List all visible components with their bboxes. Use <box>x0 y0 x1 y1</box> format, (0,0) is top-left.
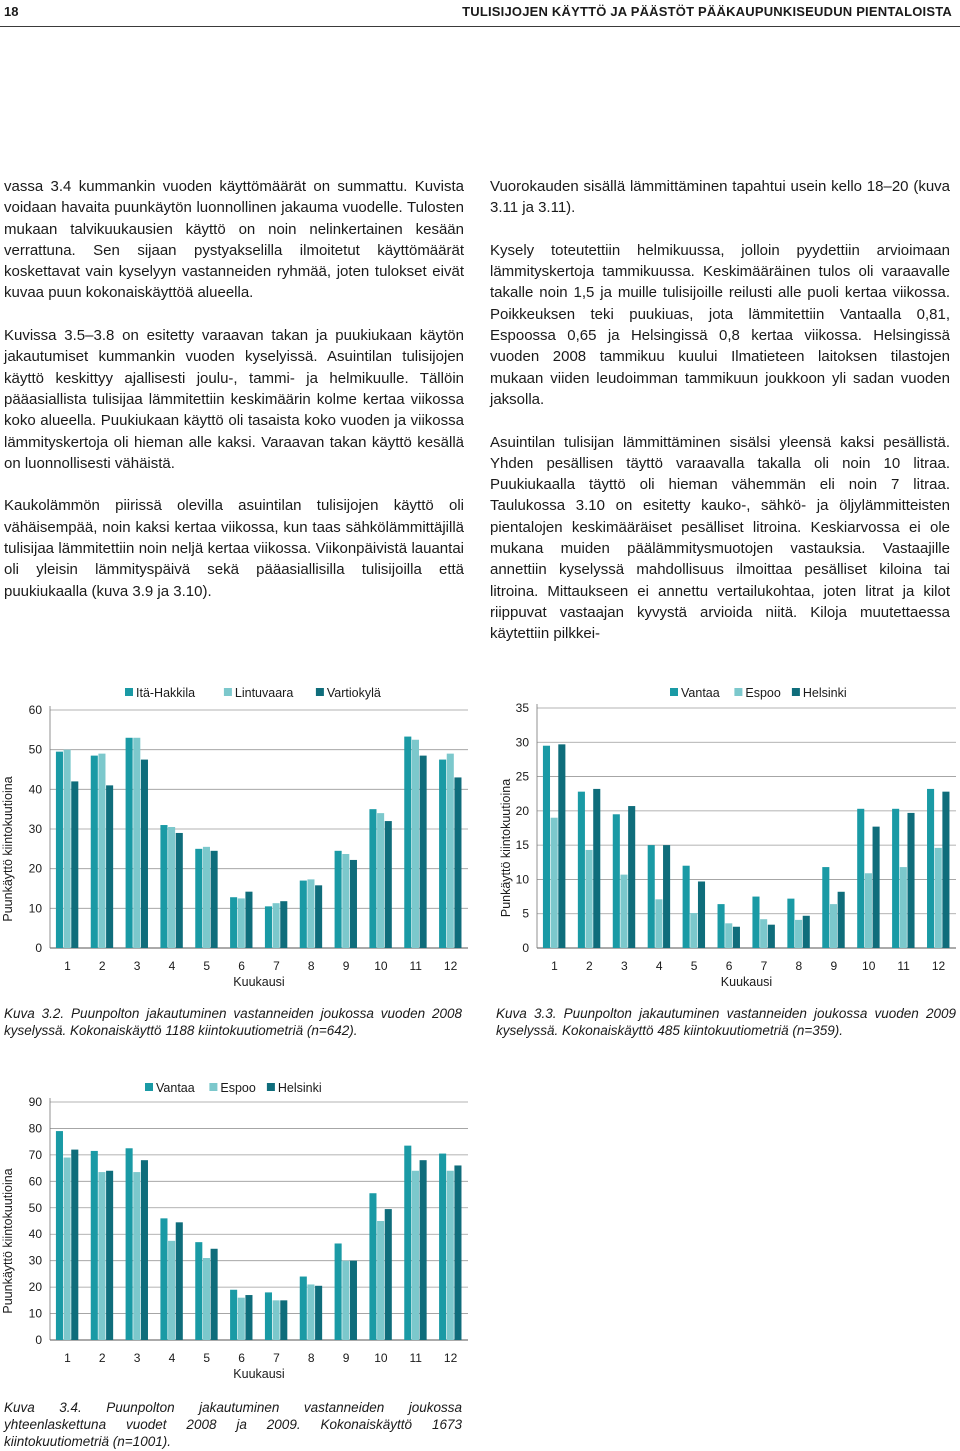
y-tick-label: 20 <box>28 1280 42 1295</box>
bar-vantaa-1 <box>543 746 550 948</box>
legend-swatch <box>267 1083 275 1091</box>
bar-espoo-10 <box>377 1221 384 1340</box>
bar-vantaa-5 <box>683 866 690 948</box>
paragraph: Kuvissa 3.5–3.8 on esitetty varaavan takan ja puukiukaan käytön jakautumiset kummankin vuoden kyselyissä. Asuintilan tulisijojen käyttö keskittyy ajallisesti joulu-, tammi- ja helmikuulle. Tällöin pääasiallista tulisijaa lämmitettiin keskimäärin kolme kertaa viikossa koko alueella. Puukiukaan käyttö oli tasaista koko vuoden ja viikossa lämmityskertoja oli hieman alle kaksi. Varaavan takan käyttö kesällä on luonnollisesti vähäistä. <box>4 327 464 472</box>
y-tick-label: 90 <box>28 1095 42 1109</box>
paragraph: Vuorokauden sisällä lämmittäminen tapahtui usein kello 18–20 (kuva 3.11 ja 3.11). <box>490 178 950 217</box>
bar-vartiokyl--11 <box>420 756 427 948</box>
bar-helsinki-8 <box>803 916 810 948</box>
x-tick-label: 5 <box>203 959 211 973</box>
bar-helsinki-12 <box>942 792 949 948</box>
paragraph: vassa 3.4 kummankin vuoden käyttömäärät on summattu. Kuvista voidaan havaita puunkäytön luonnollinen jakauma vuodelle. Tulosten mukaan talvikuukausien käyttö on noin nelinkertainen kesään verrattuna. Sen sijaan pystyakselilla ilmoitetut käyttömäärät koskettavat vain kyselyyn vastanneiden ryhmää, joten tulokset eivät kuvaa puun kokonaiskäyttöä alueella. <box>4 178 464 302</box>
y-tick-label: 40 <box>28 782 42 797</box>
x-tick-label: 4 <box>655 959 663 973</box>
x-tick-label: 6 <box>725 959 733 973</box>
x-axis-label: Kuukausi <box>233 1367 285 1381</box>
bar-it-hakkila-8 <box>300 881 307 948</box>
bar-vantaa-9 <box>335 1243 342 1340</box>
y-tick-label: 30 <box>515 735 529 750</box>
x-tick-label: 11 <box>897 959 910 973</box>
chart-fig-3-2 <box>0 680 470 1000</box>
legend-swatch <box>792 688 800 696</box>
bar-helsinki-11 <box>420 1160 427 1340</box>
bar-espoo-5 <box>690 913 697 948</box>
bar-vartiokyl--2 <box>106 785 113 948</box>
bar-helsinki-10 <box>873 827 880 948</box>
bar-vartiokyl--8 <box>315 885 322 948</box>
bar-helsinki-4 <box>176 1222 183 1340</box>
bar-vantaa-12 <box>439 1154 446 1340</box>
x-tick-label: 10 <box>374 1351 388 1365</box>
y-axis-label: Puunkäyttö kiintokuutioina <box>1 1168 15 1314</box>
x-tick-label: 2 <box>586 959 593 973</box>
x-tick-label: 9 <box>342 1351 350 1365</box>
bar-vantaa-7 <box>752 897 759 948</box>
x-tick-label: 1 <box>64 959 71 973</box>
bar-espoo-1 <box>64 1158 71 1340</box>
bar-helsinki-3 <box>141 1160 148 1340</box>
bar-lintuvaara-3 <box>133 738 140 948</box>
x-tick-label: 10 <box>374 959 388 973</box>
bar-vantaa-11 <box>404 1146 411 1340</box>
x-tick-label: 3 <box>133 1351 141 1365</box>
x-axis-label: Kuukausi <box>720 975 773 989</box>
bar-helsinki-7 <box>280 1300 287 1340</box>
bar-vantaa-5 <box>195 1242 202 1340</box>
bar-lintuvaara-4 <box>168 827 175 948</box>
bar-espoo-1 <box>551 818 558 948</box>
bar-helsinki-5 <box>698 881 705 948</box>
bar-espoo-3 <box>133 1172 140 1340</box>
running-title: TULISIJOJEN KÄYTTÖ JA PÄÄSTÖT PÄÄKAUPUNKISEUDUN PIENTALOISTA <box>462 4 952 19</box>
legend-swatch <box>670 688 678 696</box>
bar-vantaa-3 <box>126 1148 133 1340</box>
bar-it-hakkila-5 <box>195 849 202 948</box>
bar-espoo-2 <box>586 850 593 948</box>
bar-vartiokyl--1 <box>71 781 78 948</box>
paragraph: Kysely toteutettiin helmikuussa, jolloin pyydettiin arvioimaan lämmityskertoja tammikuussa. Keskimääräinen tulos oli varaavalle takalle noin 1,5 ja muille tulisijoille reilusti alle puoli kertaa viikossa. Poikkeuksen teki puukiuas, jota lämmitettiin Vantaalla 0,81, Espoossa 0,65 ja Helsingissä 0,8 kertaa viikossa. Helsingissä vuoden 2008 tammikuu kuului Ilmatieteen laitoksen tilastojen mukaan viiden leudoimman tammikuun joukkoon yli sadan vuoden jaksolla. <box>490 241 950 408</box>
x-tick-label: 6 <box>238 1351 245 1365</box>
bar-it-hakkila-9 <box>335 851 342 948</box>
bar-espoo-10 <box>865 873 872 948</box>
legend-label: Espoo <box>220 1081 256 1095</box>
bar-vantaa-10 <box>369 1193 376 1340</box>
bar-espoo-6 <box>238 1298 245 1340</box>
x-tick-label: 1 <box>64 1351 71 1365</box>
x-tick-label: 2 <box>98 959 106 973</box>
bar-vartiokyl--9 <box>350 860 357 948</box>
bar-espoo-2 <box>98 1172 105 1340</box>
y-tick-label: 10 <box>515 872 529 887</box>
page-number: 18 <box>4 4 19 19</box>
y-tick-label: 0 <box>522 941 529 955</box>
bar-helsinki-4 <box>663 845 670 948</box>
bar-helsinki-5 <box>211 1249 218 1340</box>
x-tick-label: 4 <box>168 1351 176 1365</box>
bar-espoo-3 <box>620 875 627 948</box>
left-text-column <box>4 176 464 623</box>
y-tick-label: 0 <box>35 941 42 955</box>
chart-fig-3-3 <box>490 680 960 1000</box>
bar-vantaa-2 <box>578 792 585 948</box>
bar-it-hakkila-4 <box>160 825 167 948</box>
legend-label: Vantaa <box>681 686 720 700</box>
legend-swatch <box>224 688 232 696</box>
x-tick-label: 12 <box>443 1351 458 1365</box>
y-tick-label: 60 <box>28 1174 42 1189</box>
bar-espoo-9 <box>342 1261 349 1340</box>
bar-espoo-9 <box>830 904 837 948</box>
bar-lintuvaara-12 <box>447 754 454 948</box>
bar-it-hakkila-6 <box>230 897 237 948</box>
running-header <box>0 0 960 27</box>
bar-lintuvaara-8 <box>307 879 314 948</box>
caption-fig-3-3: Kuva 3.3. Puunpolton jakautuminen vastanneiden joukossa vuoden 2009 kyselyssä. Kokonaiskäyttö 485 kiintokuutiometriä (n=359). <box>496 1006 956 1038</box>
bar-helsinki-12 <box>454 1165 461 1340</box>
y-tick-label: 40 <box>28 1227 42 1242</box>
bar-it-hakkila-11 <box>404 737 411 948</box>
y-tick-label: 5 <box>522 906 529 921</box>
bar-lintuvaara-7 <box>273 903 280 948</box>
x-tick-label: 4 <box>168 959 176 973</box>
legend-swatch <box>316 688 324 696</box>
bar-vartiokyl--5 <box>211 851 218 948</box>
bar-lintuvaara-5 <box>203 847 210 948</box>
bar-vartiokyl--12 <box>454 777 461 948</box>
x-tick-label: 2 <box>98 1351 106 1365</box>
caption-fig-3-4: Kuva 3.4. Puunpolton jakautuminen vastanneiden joukossa yhteenlaskettuna vuodet 2008 ja 2009. Kokonaiskäyttö 1673 kiintokuutiometriä (n=1001). <box>4 1400 462 1449</box>
y-tick-label: 50 <box>28 742 42 757</box>
bar-vartiokyl--3 <box>141 760 148 948</box>
caption-fig-3-2: Kuva 3.2. Puunpolton jakautuminen vastanneiden joukossa vuoden 2008 kyselyssä. Kokonaiskäyttö 1188 kiintokuutiometriä (n=642). <box>4 1006 462 1038</box>
bar-vantaa-8 <box>300 1277 307 1340</box>
y-axis-label: Punkäyttö kiintokuutioina <box>499 778 513 918</box>
bar-lintuvaara-1 <box>64 750 71 948</box>
bar-lintuvaara-10 <box>377 813 384 948</box>
paragraph: Asuintilan tulisijan lämmittäminen sisälsi yleensä kaksi pesällistä. Yhden pesällisen täyttö varaavalla takalla oli noin 10 litraa. Puukiukaalla täyttö oli hieman vähemmän eli noin 7 litraa. Taulukossa 3.10 on esitetty kauko-, sähkö- ja öljylämmitteisten pientalojen keskimääräiset pesälliset litroina. Keskiarvossa ei ole mukana muiden päälämmitysmuotojen vastauksia. Vastaajille annettiin kyselyssä mahdollisuus ilmoittaa pesälliset kiloina tai litroina. Mittaukseen ei annettu vertailukohtaa, joten litrat ja kilot riippuvat vastaajan kyvystä arvioida niitä. Kiloja muutettaessa käytettiin pilkkei- <box>490 433 950 643</box>
legend-label: Lintuvaara <box>234 686 294 700</box>
bar-it-hakkila-1 <box>56 752 63 948</box>
bar-espoo-12 <box>447 1171 454 1340</box>
bar-vartiokyl--10 <box>385 821 392 948</box>
x-tick-label: 5 <box>203 1351 211 1365</box>
x-tick-label: 8 <box>307 1351 315 1365</box>
y-axis-label: Puunkäyttö kiintokuutioina <box>1 776 15 922</box>
y-tick-label: 30 <box>28 1253 42 1268</box>
bar-vantaa-10 <box>857 809 864 948</box>
bar-helsinki-2 <box>593 789 600 948</box>
y-tick-label: 70 <box>28 1147 42 1162</box>
bar-espoo-7 <box>760 919 767 948</box>
legend-swatch <box>125 688 133 696</box>
x-tick-label: 7 <box>273 1351 280 1365</box>
bar-vantaa-2 <box>91 1151 98 1340</box>
x-tick-label: 1 <box>551 959 558 973</box>
x-tick-label: 6 <box>238 959 245 973</box>
bar-vantaa-9 <box>822 867 829 948</box>
x-tick-label: 12 <box>931 959 946 973</box>
bar-espoo-8 <box>307 1284 314 1340</box>
bar-helsinki-10 <box>385 1209 392 1340</box>
bar-lintuvaara-9 <box>342 854 349 948</box>
bar-lintuvaara-6 <box>238 898 245 948</box>
bar-it-hakkila-7 <box>265 906 272 948</box>
bar-helsinki-7 <box>768 925 775 948</box>
x-axis-label: Kuukausi <box>233 975 285 989</box>
y-tick-label: 30 <box>28 822 42 836</box>
bar-it-hakkila-10 <box>369 809 376 948</box>
x-tick-label: 8 <box>795 959 803 973</box>
bar-vartiokyl--4 <box>176 833 183 948</box>
x-tick-label: 3 <box>133 959 141 973</box>
x-tick-label: 11 <box>409 1351 422 1365</box>
bar-helsinki-3 <box>628 806 635 948</box>
y-tick-label: 25 <box>515 769 529 784</box>
bar-it-hakkila-12 <box>439 760 446 948</box>
x-tick-label: 9 <box>342 959 350 973</box>
y-tick-label: 35 <box>515 701 529 715</box>
x-tick-label: 8 <box>307 959 315 973</box>
bar-vantaa-8 <box>787 899 794 948</box>
x-tick-label: 11 <box>409 959 422 973</box>
y-tick-label: 15 <box>515 838 529 853</box>
right-text-column <box>490 176 950 666</box>
chart-fig-3-4 <box>0 1075 470 1395</box>
legend-swatch <box>734 688 742 696</box>
bar-espoo-12 <box>935 848 942 948</box>
bar-espoo-11 <box>412 1171 419 1340</box>
legend-swatch <box>209 1083 217 1091</box>
bar-helsinki-1 <box>71 1150 78 1340</box>
bar-espoo-6 <box>725 923 732 948</box>
bar-helsinki-6 <box>733 927 740 948</box>
y-tick-label: 10 <box>28 1306 42 1321</box>
bar-vartiokyl--6 <box>245 892 252 948</box>
bar-vantaa-4 <box>160 1218 167 1340</box>
y-tick-label: 20 <box>515 803 529 818</box>
x-tick-label: 7 <box>273 959 280 973</box>
bar-vartiokyl--7 <box>280 901 287 948</box>
bar-vantaa-12 <box>927 789 934 948</box>
bar-espoo-8 <box>795 920 802 948</box>
y-tick-label: 10 <box>28 901 42 916</box>
legend-label: Helsinki <box>277 1081 322 1095</box>
bar-helsinki-2 <box>106 1171 113 1340</box>
bar-vantaa-11 <box>892 809 899 948</box>
legend-label: Itä-Hakkila <box>136 686 196 700</box>
bar-espoo-4 <box>655 899 662 948</box>
bar-lintuvaara-2 <box>98 754 105 948</box>
bar-vantaa-4 <box>648 845 655 948</box>
bar-vantaa-3 <box>613 814 620 948</box>
bar-it-hakkila-3 <box>126 738 133 948</box>
y-tick-label: 80 <box>28 1121 42 1136</box>
x-tick-label: 12 <box>443 959 458 973</box>
bar-vantaa-1 <box>56 1131 63 1340</box>
bar-vantaa-6 <box>230 1290 237 1340</box>
y-tick-label: 0 <box>35 1333 42 1347</box>
bar-vantaa-7 <box>265 1292 272 1340</box>
y-tick-label: 60 <box>28 703 42 717</box>
legend-label: Helsinki <box>802 686 847 700</box>
y-tick-label: 50 <box>28 1200 42 1215</box>
legend-label: Espoo <box>745 686 781 700</box>
bar-helsinki-1 <box>558 744 565 948</box>
x-tick-label: 3 <box>620 959 628 973</box>
y-tick-label: 20 <box>28 861 42 876</box>
x-tick-label: 7 <box>760 959 768 973</box>
bar-lintuvaara-11 <box>412 740 419 948</box>
bar-helsinki-11 <box>907 813 914 948</box>
bar-espoo-5 <box>203 1258 210 1340</box>
bar-it-hakkila-2 <box>91 756 98 948</box>
x-tick-label: 5 <box>690 959 698 973</box>
bar-espoo-4 <box>168 1241 175 1340</box>
paragraph: Kaukolämmön piirissä olevilla asuintilan tulisijojen käyttö oli vähäisempää, noin kaksi kertaa viikossa, kun taas sähkölämmittäjillä tulisijaa lämmitettiin noin neljä kertaa viikossa. Viikonpäivistä lauantai oli yleisin lämmityspäivä sekä pääasiallisilla tulisijoilla että puukiukaalla (kuva 3.9 ja 3.10). <box>4 497 464 600</box>
bar-helsinki-9 <box>838 892 845 948</box>
bar-helsinki-8 <box>315 1286 322 1340</box>
bar-espoo-11 <box>900 867 907 948</box>
legend-label: Vantaa <box>156 1081 195 1095</box>
x-tick-label: 10 <box>862 959 876 973</box>
legend-swatch <box>145 1083 153 1091</box>
bar-helsinki-9 <box>350 1261 357 1340</box>
bar-helsinki-6 <box>245 1295 252 1340</box>
bar-vantaa-6 <box>718 904 725 948</box>
bar-espoo-7 <box>273 1300 280 1340</box>
x-tick-label: 9 <box>830 959 838 973</box>
legend-label: Vartiokylä <box>326 686 381 700</box>
